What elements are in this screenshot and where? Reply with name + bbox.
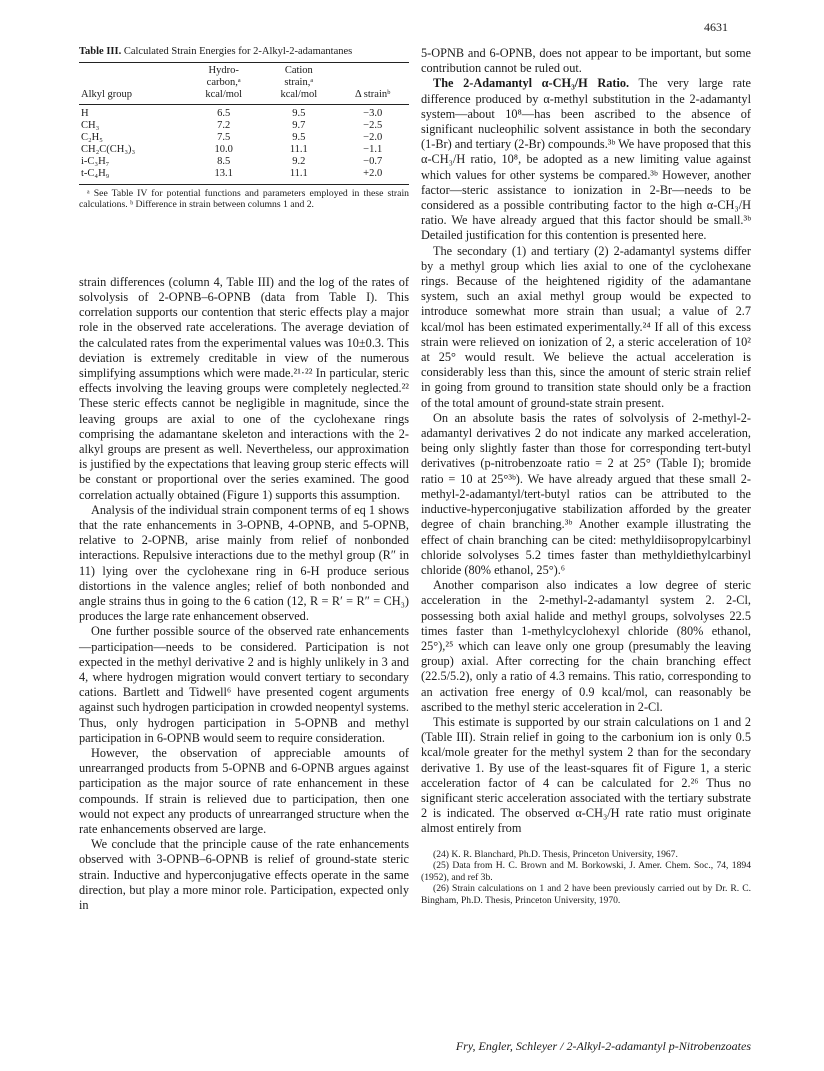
- table-title: [79, 46, 409, 59]
- table-title-label: Table III.: [79, 46, 122, 57]
- body-paragraph: Analysis of the individual strain component terms of eq 1 shows that the rate enhancements in 3-OPNB, 4-OPNB, and 5-OPNB, relative to 2-OPNB, arise mainly from relief of nonbonded interactions. Repulsive interactions due to the methyl group (R″ in 11) lying over the cyclohexane ring in 6-H produce serious distortions in the valence angles; relief of both nonbonded and angle strains thus in going to the 6 cation (12, R = R′ = R″ = CH₃) produces the large rate enhancement observed.: [79, 502, 409, 624]
- header-cation-strain: Cation strain,ᵃ kcal/mol: [280, 64, 318, 100]
- table-row: CH₂C(CH₃)₃ 10.0 11.1 −1.1: [81, 143, 383, 155]
- table-title-text: Calculated Strain Energies for 2-Alkyl-2-adamantanes: [123, 46, 353, 57]
- left-column: [79, 46, 409, 913]
- reference-item: (25) Data from H. C. Brown and M. Borkowski, J. Amer. Chem. Soc., 74, 1894 (1952), and ref 3b.: [421, 860, 751, 883]
- table-row: C₂H₅ 7.5 9.5 −2.0: [81, 131, 383, 143]
- table-row: t-C₄H₉ 13.1 11.1 +2.0: [81, 167, 383, 179]
- body-paragraph: One further possible source of the observed rate enhancements—participation—needs to be considered. Participation is not expected in the methyl derivative 2 and is highly unlikely in 3 and 4, where hydrogen migration would convert tertiary to secondary cations. Bartlett and Tidwell⁶ have presented cogent arguments against such hydrogen participation in crowded neopentyl systems. Thus, only hydrogen participation in 5-OPNB and methyl participation in 6-OPNB would seem to require consideration.: [79, 624, 409, 745]
- body-paragraph: However, the observation of appreciable amounts of unrearranged products from 5-OPNB and 6-OPNB argues against participation as the major source of rate enhancement in these compounds. If strain is relieved due to participation, then one would not expect any products of unrearranged structure when the rate enhancements observed are large.: [79, 745, 409, 836]
- column-gap: [79, 211, 409, 275]
- table-row: i-C₃H₇ 8.5 9.2 −0.7: [81, 155, 383, 167]
- body-paragraph: 5-OPNB and 6-OPNB, does not appear to be important, but some contribution cannot be ruled out.: [421, 46, 751, 76]
- right-column: [421, 46, 751, 907]
- table-header-row: [79, 63, 409, 104]
- reference-item: (26) Strain calculations on 1 and 2 have been previously carried out by Dr. R. C. Bingham, Ph.D. Thesis, Princeton University, 1970.: [421, 883, 751, 906]
- references: [421, 849, 751, 907]
- body-paragraph: strain differences (column 4, Table III) and the log of the rates of solvolysis of 2-OPNB–6-OPNB (data from Table I). This correlation supports our contention that steric effects play a major role in the observed rate accelerations. The average deviation of the calculated rates from the experimental values was 10±0.3. This deviation is extremely creditable in view of the numerous simplifying assumptions which were made.²¹·²² In particular, steric effects involving the leaving groups were completely neglected.²² These steric effects cannot be negligible in magnitude, since the leaving groups are axial to one of the cyclohexane rings comprising the adamantane skeleton and interactions with the 2-alkyl groups are present as well. Nevertheless, our approximation is justified by the expectations that leaving group steric effects will be constant or proportional over the series examined. The good correlation actually obtained (Figure 1) supports this assumption.: [79, 274, 409, 502]
- table-row: H 6.5 9.5 −3.0: [81, 107, 383, 119]
- table-row: CH₃ 7.2 9.7 −2.5: [81, 119, 383, 131]
- header-hydrocarbon: Hydro- carbon,ᵃ kcal/mol: [205, 64, 243, 100]
- section-paragraph: The 2-Adamantyl α-CH₃/H Ratio. The very large rate difference produced by α-methyl substitution in the 2-adamantyl system—about 10⁸—has been ascribed to the absence of significant nucleophilic solvent assistance in both the secondary (1-Br) and tertiary (2-Br) compounds.³ᵇ We have proposed that this α-CH₃/H ratio, 10⁸, be adopted as a new limiting value against which values for other systems be compared.³ᵇ However, another factor—steric assistance to ionization in 2-Br—needs to be considered as a possible contributing factor to the high α-CH₃/H ratio. We have already argued that this factor should be small.³ᵇ Detailed justification for this contention is presented here.: [421, 76, 752, 243]
- table-footnote: ᵃ See Table IV for potential functions and parameters employed in these strain calculations. ᵇ Difference in strain between columns 1 and 2.: [79, 187, 409, 211]
- table-bottom-rule: [79, 184, 409, 185]
- body-paragraph: The secondary (1) and tertiary (2) 2-adamantyl systems differ by a methyl group which lies axial to one of the cyclohexane rings. Because of the heightened rigidity of the adamantane system, such an axial methyl group would be expected to introduce somewhat more strain than usual; a value of 2.7 kcal/mol has been estimated experimentally.²⁴ If all of this excess strain were relieved on ionization of 2, a steric acceleration of 10² at 25° would result. We believe the actual acceleration is considerably less than this, since the amount of steric strain relief in going from ground to transition state should only be a fraction of the total amount of ground-state strain present.: [421, 243, 751, 410]
- page-number: 4631: [704, 20, 728, 34]
- running-footer: Fry, Engler, Schleyer / 2-Alkyl-2-adamantyl p-Nitrobenzoates: [455, 1039, 751, 1053]
- reference-item: (24) K. R. Blanchard, Ph.D. Thesis, Princeton University, 1967.: [433, 848, 678, 860]
- body-paragraph: This estimate is supported by our strain calculations on 1 and 2 (Table III). Strain relief in going to the carbonium ion is only 0.5 kcal/mole greater for the methyl system 2 than for the secondary derivative 1. By use of the least-squares fit of Figure 1, a steric acceleration factor of 4 can be calculated for 2.²⁶ Thus no significant steric acceleration associated with the tertiary substrate 2 is indicated. The observed α-CH₃/H rate ratio must originate almost entirely from: [421, 714, 751, 836]
- header-alkyl-group: Alkyl group: [81, 88, 133, 100]
- section-heading: The 2-Adamantyl α-CH₃/H Ratio.: [433, 76, 630, 91]
- strain-table: [79, 63, 409, 184]
- header-delta-strain: Δ strainᵇ: [354, 88, 391, 100]
- body-paragraph: We conclude that the principle cause of the rate enhancements observed with 3-OPNB–6-OPNB is relief of ground-state steric strain. Inductive and hyperconjugative effects operate in the same direction, but play a more minor role. Participation, expected only in: [79, 837, 409, 913]
- body-paragraph: On an absolute basis the rates of solvolysis of 2-methyl-2-adamantyl derivatives 2 do not indicate any marked acceleration, being only slightly faster than those for corresponding tert-butyl derivatives (p-nitrobenzoate ratio = 2 at 25° (Table I); bromide ratio = 10 at 25°³ᵇ). We have already argued that these small 2-methyl-2-adamantyl/tert-butyl ratios can be attributed to the inductive-hyperconjugative stabilization afforded by the greater degree of chain branching.³ᵇ Another example illustrating the effect of chain branching can be cited: methyldiisopropylcarbinyl chloride solvolyses 5.2 times faster than methyldiethylcarbinyl chloride (80% ethanol, 25°).⁶: [421, 410, 751, 577]
- body-paragraph: Another comparison also indicates a low degree of steric acceleration in the 2-methyl-2-adamantyl system 2. 2-Cl, possessing both axial halide and methyl groups, solvolyses 22.5 times faster than 1-methylcyclohexyl chloride (80% ethanol, 25°),²⁵ which can leave only one group (presumably the leaving group) axial. After correcting for the chain branching effect (22.5/5.2), only a ratio of 4.3 remains. This ratio, corresponding to an activation free energy of 0.9 kcal/mol, can reasonably be ascribed to the methyl steric acceleration in 2-Cl.: [421, 578, 751, 714]
